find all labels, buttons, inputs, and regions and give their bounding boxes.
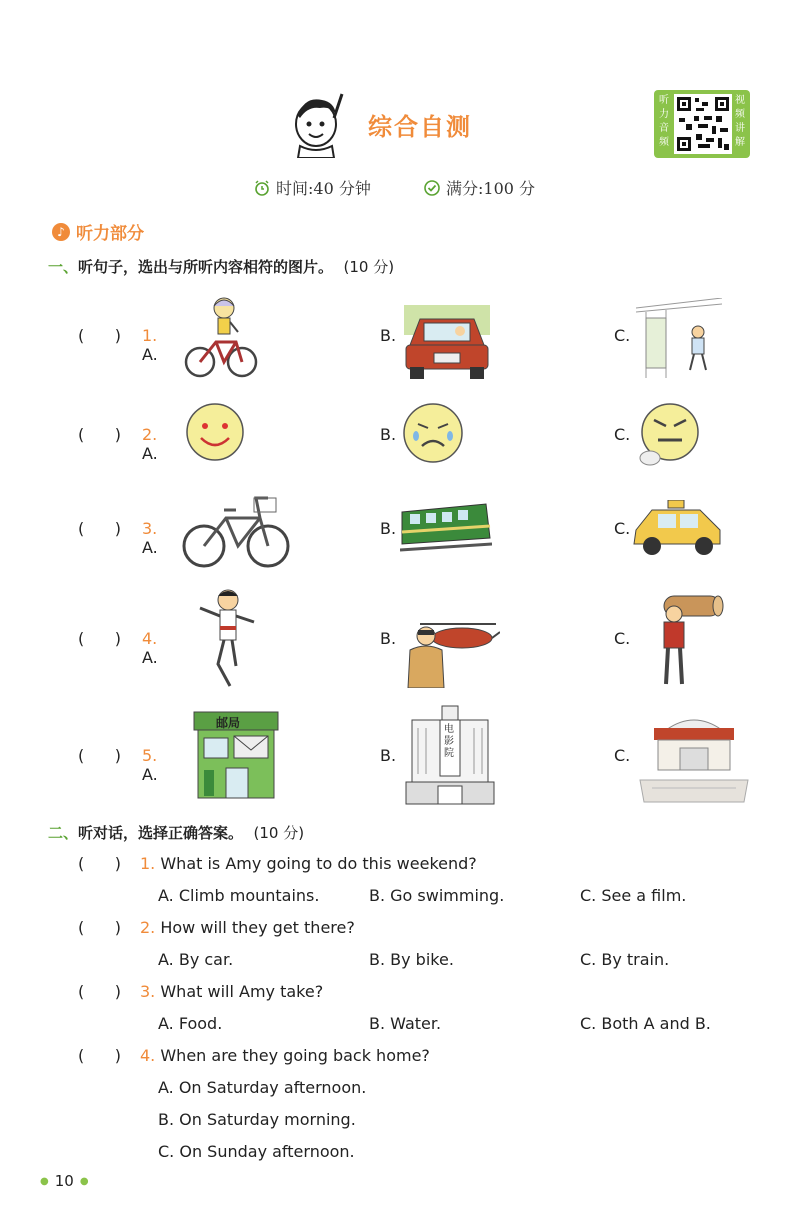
dialogue-question: 2. How will they get there? — [140, 918, 355, 937]
girl-cycling-picture — [180, 292, 260, 380]
score-info — [424, 176, 535, 199]
ear-icon: ♪ — [52, 223, 70, 241]
answer-blank[interactable]: ( ) — [78, 1046, 121, 1065]
answer-blank[interactable]: ( ) — [78, 982, 121, 1001]
question-number: 4. A. — [142, 629, 158, 667]
dialogue-question: 3. What will Amy take? — [140, 982, 324, 1001]
option-c-label: C. — [614, 326, 631, 345]
answer-blank[interactable]: ( ) — [78, 326, 121, 345]
option-b: B. On Saturday morning. — [158, 1110, 356, 1129]
option-c: C. On Sunday afternoon. — [158, 1142, 355, 1161]
part2-heading: 二、听对话，选择正确答案。 (10 分) — [48, 824, 305, 842]
boy-carrying-log-picture — [652, 590, 724, 690]
section-label: 听力部分 — [76, 224, 144, 244]
option-b: B. Go swimming. — [369, 886, 505, 905]
option-c-label: C. — [614, 629, 631, 648]
answer-blank[interactable]: ( ) — [78, 519, 121, 538]
car-picture — [404, 305, 490, 381]
page-title: 综合自测 — [368, 113, 472, 141]
option-a: A. By car. — [158, 950, 234, 969]
option-c: C. See a film. — [580, 886, 687, 905]
dot-icon: ● — [40, 1175, 49, 1187]
option-b-label: B. — [380, 326, 397, 345]
option-b-label: B. — [380, 425, 397, 444]
time-text: 时间:40 分钟 — [276, 179, 371, 198]
question-number: 5. A. — [142, 746, 158, 784]
page-number: ● 10 ● — [40, 1172, 89, 1190]
option-a: A. Climb mountains. — [158, 886, 320, 905]
building-picture — [636, 710, 752, 806]
option-b: B. By bike. — [369, 950, 454, 969]
answer-blank[interactable]: ( ) — [78, 629, 121, 648]
question-number: 3. A. — [142, 519, 158, 557]
bicycle-picture — [180, 488, 292, 570]
crying-face-picture — [402, 402, 464, 464]
listening-section-header — [52, 219, 144, 244]
question-number: 2. A. — [142, 425, 158, 463]
option-c-label: C. — [614, 425, 631, 444]
option-b: B. Water. — [369, 1014, 442, 1033]
taxi-picture — [630, 500, 724, 558]
option-c: C. Both A and B. — [580, 1014, 711, 1033]
option-a: A. Food. — [158, 1014, 223, 1033]
kungfu-boy-picture — [190, 586, 258, 690]
alarm-clock-icon — [254, 180, 270, 196]
answer-blank[interactable]: ( ) — [78, 425, 121, 444]
boy-walking-picture — [636, 298, 722, 378]
cinema-sign: 电影院 — [444, 724, 454, 759]
pilot-helicopter-picture — [400, 612, 500, 688]
cinema-picture — [404, 704, 496, 806]
answer-blank[interactable]: ( ) — [78, 746, 121, 765]
question-number: 1. A. — [142, 326, 158, 364]
train-picture — [400, 498, 492, 554]
score-text: 满分:100 分 — [446, 179, 536, 198]
option-b-label: B. — [380, 519, 397, 538]
time-info — [254, 176, 371, 199]
check-circle-icon — [424, 180, 440, 196]
dot-icon: ● — [79, 1175, 89, 1187]
option-a: A. On Saturday afternoon. — [158, 1078, 367, 1097]
option-c: C. By train. — [580, 950, 670, 969]
angry-face-picture — [638, 402, 702, 468]
qr-code[interactable]: 听 力 音 频 视 频 讲 解 — [654, 90, 750, 158]
answer-blank[interactable]: ( ) — [78, 854, 121, 873]
qr-pattern-icon — [674, 94, 732, 154]
dialogue-question: 1. What is Amy going to do this weekend? — [140, 854, 477, 873]
option-c-label: C. — [614, 519, 631, 538]
part1-heading: 一、听句子，选出与所听内容相符的图片。 (10 分) — [48, 258, 395, 276]
option-c-label: C. — [614, 746, 631, 765]
dialogue-question: 4. When are they going back home? — [140, 1046, 430, 1065]
post-office-picture — [190, 710, 282, 800]
cartoon-boy-icon — [290, 88, 350, 158]
happy-face-picture — [185, 402, 245, 462]
option-b-label: B. — [380, 746, 397, 765]
answer-blank[interactable]: ( ) — [78, 918, 121, 937]
option-b-label: B. — [380, 629, 397, 648]
post-office-sign: 邮局 — [216, 716, 241, 730]
